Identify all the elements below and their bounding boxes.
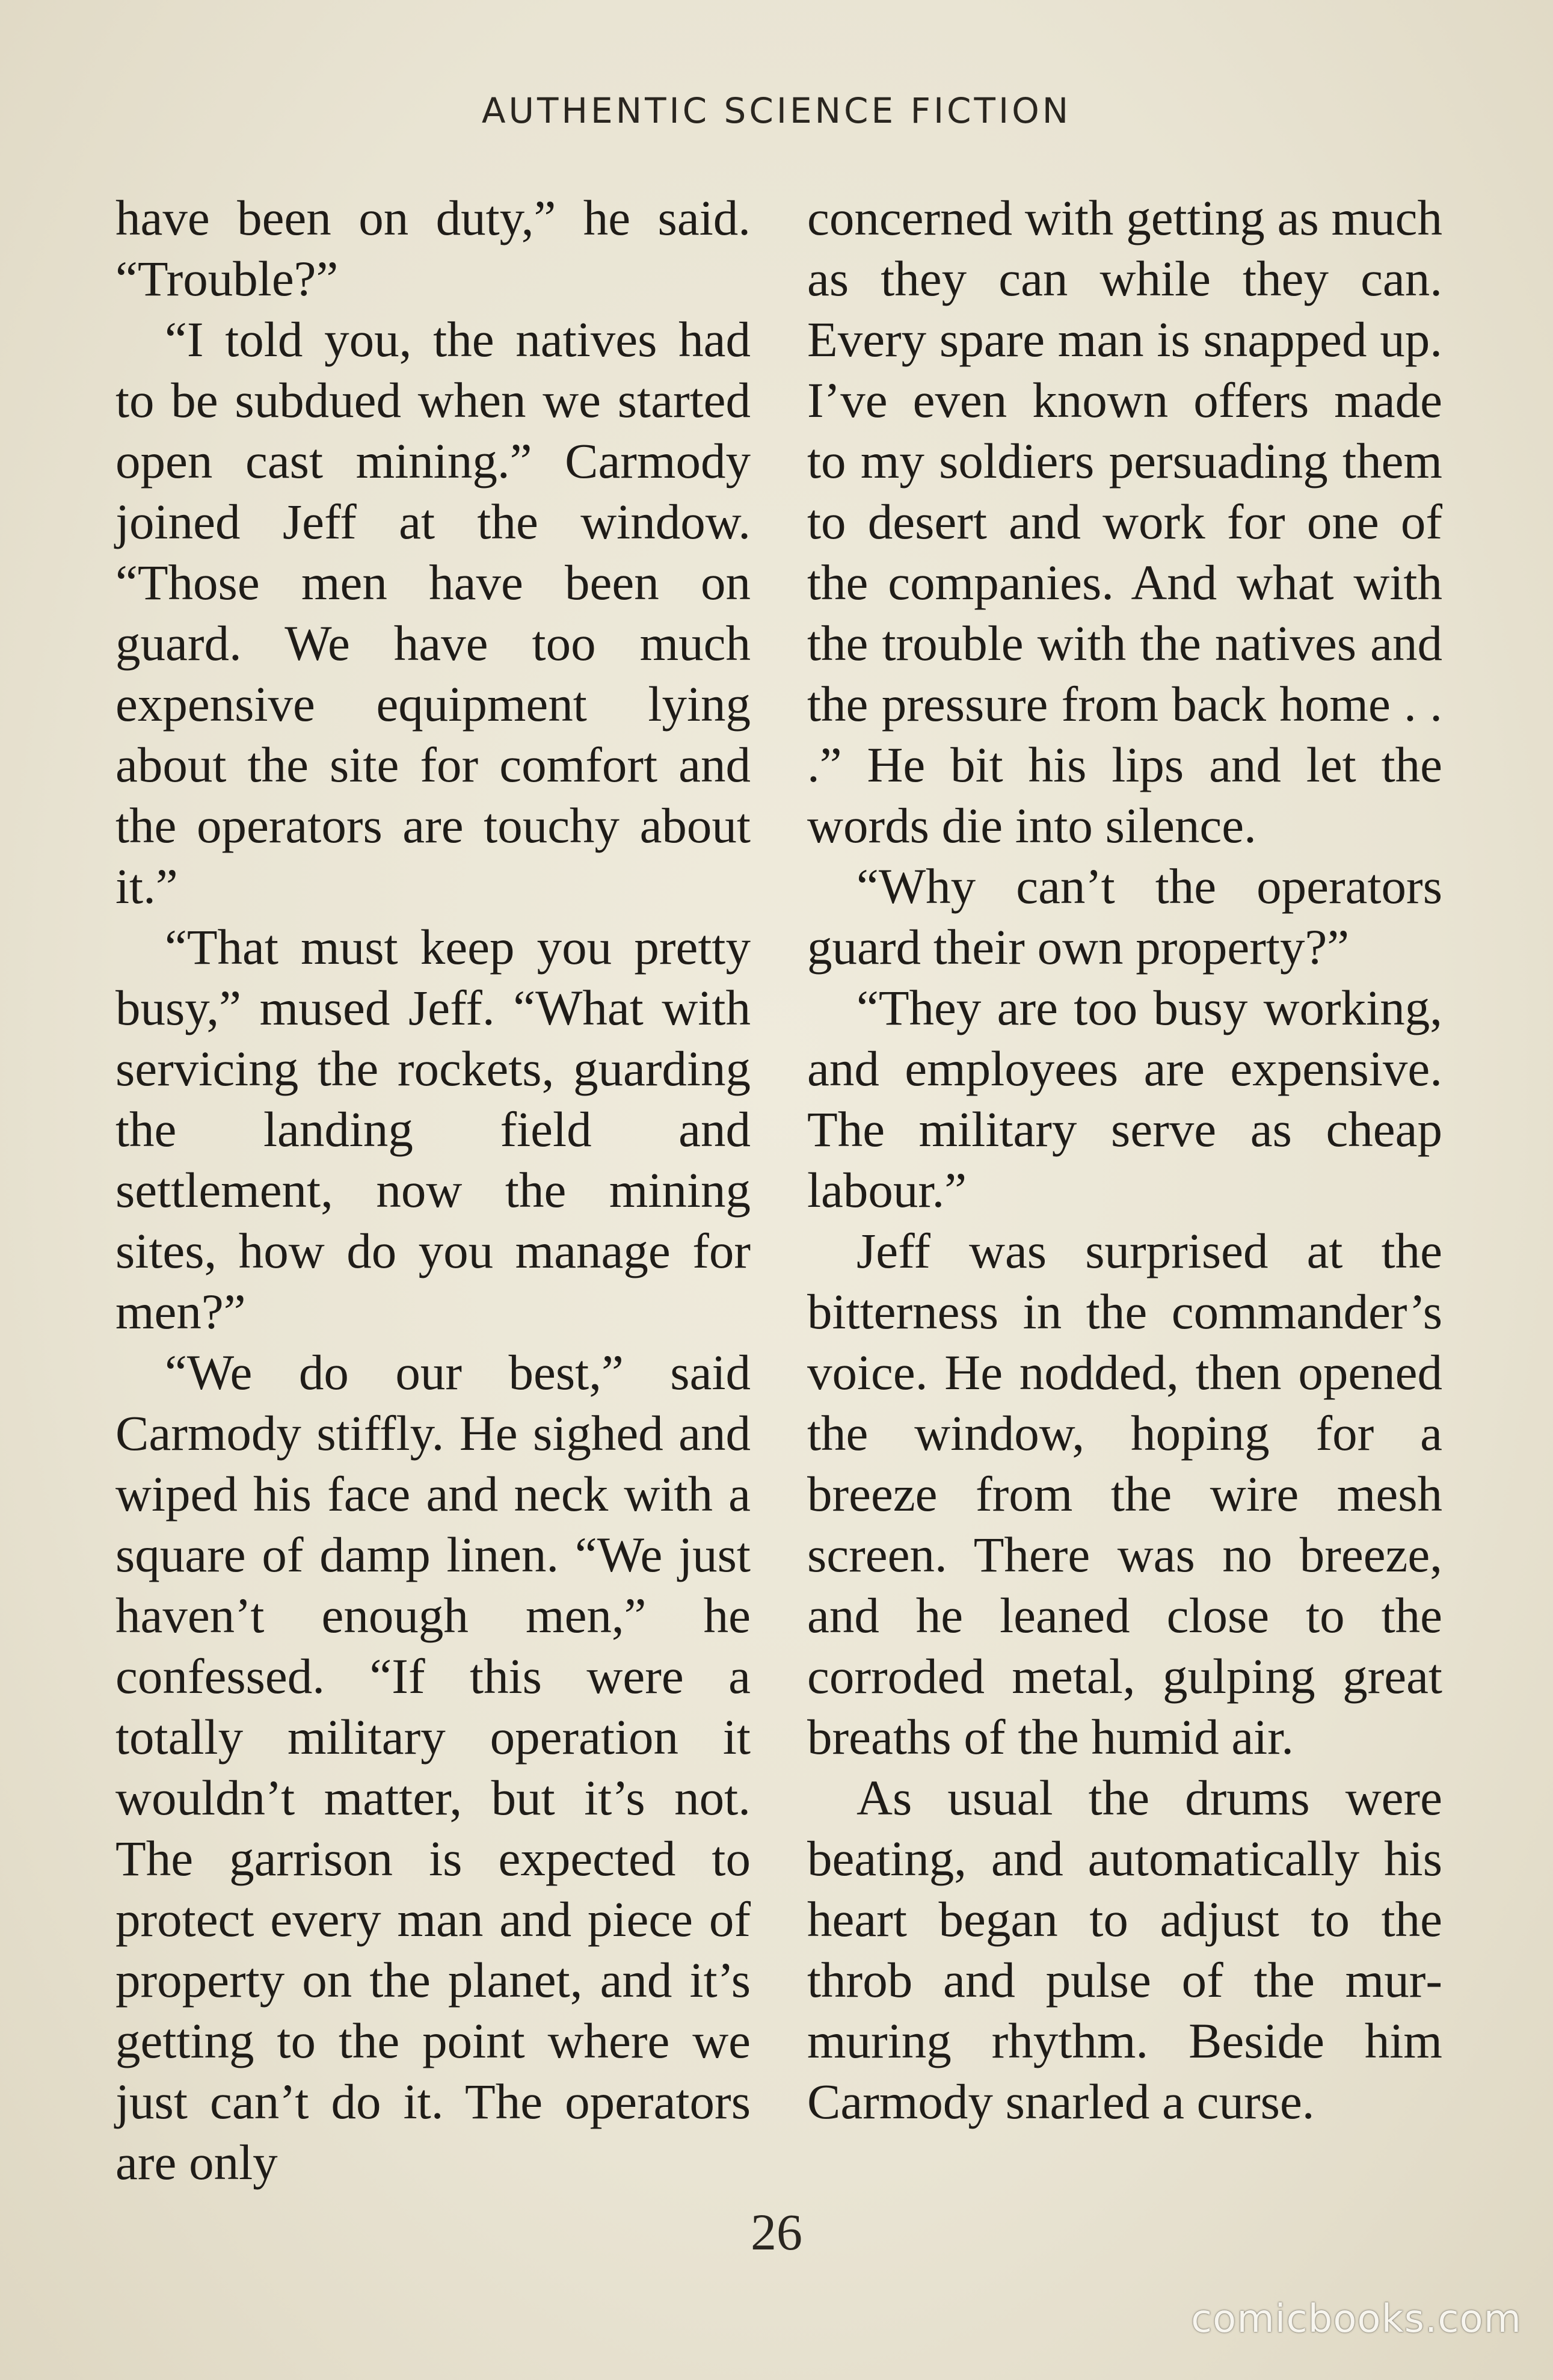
text-column-left <box>115 188 751 2193</box>
paragraph: “I told you, the natives had to be subdued when we started open cast mining.” Carmody joined Jeff at the window. “Those men have been on guard. We have too much expensive equipment lying about the site for comfort and the operators are touchy about it.” <box>115 312 751 914</box>
paragraph: have been on duty,” he said. “Trouble?” <box>115 190 751 306</box>
running-head: AUTHENTIC SCIENCE FICTION <box>481 90 1072 131</box>
paragraph: “Why can’t the operators guard their own property?” <box>807 859 1442 975</box>
paragraph: Jeff was surprised at the bitterness in the commander’s voice. He nodded, then opened the window, hoping for a breeze from the wire mesh screen. There was no breeze, and he leaned close to the corroded metal, gulping great breaths of the humid air. <box>807 1223 1442 1765</box>
paragraph: “That must keep you pretty busy,” mused Jeff. “What with servicing the rockets, guarding the landing field and settlement, now the mining sites, how do you manage for men?” <box>115 919 751 1339</box>
paragraph: “We do our best,” said Carmody stiffly. He sighed and wiped his face and neck with a square of damp linen. “We just haven’t enough men,” he confessed. “If this were a totally military operation it wouldn’t matter, but it’s not. The garrison is expected to protect every man and piece of property on the planet, and it’s getting to the point where we just can’t do it. The operators are only <box>115 1345 751 2190</box>
paragraph: As usual the drums were beating, and automatically his heart began to adjust to the throb and pulse of the murmuring rhythm. Beside him Carmody snarled a curse. <box>807 1770 1442 2129</box>
site-watermark: comicbooks.com <box>1190 2297 1522 2341</box>
paragraph: concerned with getting as much as they can while they can. Every spare man is snapped up. I’ve even known offers made to my soldiers persuading them to desert and work for one of the companies. And what with the trouble with the natives and the pressure from back home . . .” He bit his lips and let the words die into silence. <box>807 190 1442 853</box>
text-column-right <box>807 188 1442 2132</box>
paragraph: “They are too busy working, and employees are expensive. The military serve as cheap labour.” <box>807 980 1442 1218</box>
page-number: 26 <box>751 2203 802 2261</box>
